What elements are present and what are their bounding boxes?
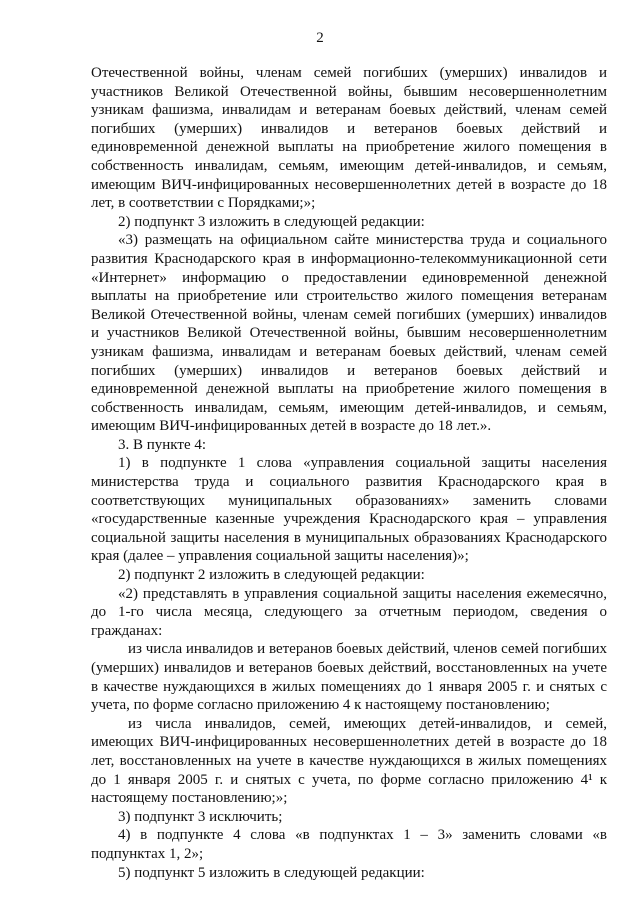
page-number: 2 [316, 30, 324, 46]
paragraph: 2) подпункт 3 изложить в следующей редакции: [118, 213, 425, 230]
paragraph: 1) в подпункте 1 слова «управления социальной защиты населения министерства труда и социального развития Краснодарского края в соответствующих муниципальных образованиях» заменить словами «государственные казенные учреждения Краснодарского края – управления социальной защиты населения в муниципальных образованиях Краснодарского края (далее – управления социальной защиты населения)»; [91, 455, 607, 565]
paragraph: 5) подпункт 5 изложить в следующей редакции: [118, 864, 425, 881]
paragraph: «3) размещать на официальном сайте министерства труда и социального развития Краснодарского края в информационно-телекоммуникационной сети «Интернет» информацию о предоставлении единовременной денежной выплаты на приобретение или строительство жилого помещения ветеранам Великой Отечественной войны, членам семей погибших (умерших) инвалидов и участников Великой Отечественной войны, бывшим несовершеннолетним узникам фашизма, инвалидам и ветеранам боевых действий, членам семей погибших (умерших) инвалидов и ветеранов боевых действий и единовременной денежной выплаты на приобретение жилого помещения в собственность инвалидам, семьям, имеющим детей-инвалидов, и семьям, имеющим ВИЧ-инфицированных детей в возрасте до 18 лет.». [91, 232, 607, 435]
paragraph: из числа инвалидов, семей, имеющих детей-инвалидов, и семей, имеющих ВИЧ-инфицированных несовершеннолетних детей в возрасте до 18 лет, восстановленных на учете в качестве нуждающихся в жилых помещениях до 1 января 2005 г. и снятых с учета, по форме согласно приложению 4¹ к настоящему постановлению;»; [91, 715, 607, 807]
document-body [91, 64, 607, 882]
paragraph: Отечественной войны, членам семей погибших (умерших) инвалидов и участников Великой Отечественной войны, бывшим несовершеннолетним узникам фашизма, инвалидам и ветеранам боевых действий, членам семей погибших (умерших) инвалидов и ветеранов боевых действий и единовременной денежной выплаты на приобретение жилого помещения в собственность инвалидам, семьям, имеющим детей-инвалидов, и семьям, имеющим ВИЧ-инфицированных несовершеннолетних детей в возрасте до 18 лет, в соответствии с Порядками;»; [91, 65, 607, 212]
paragraph: 4) в подпункте 4 слова «в подпунктах 1 – 3» заменить словами «в подпунктах 1, 2»; [91, 827, 607, 862]
paragraph: 3. В пункте 4: [118, 436, 207, 453]
paragraph: из числа инвалидов и ветеранов боевых действий, членов семей погибших (умерших) инвалидов и ветеранов боевых действий, восстановленных на учете в качестве нуждающихся в жилых помещениях до 1 января 2005 г. и снятых с учета, по форме согласно приложению 4 к настоящему постановлению; [91, 641, 607, 714]
paragraph: 3) подпункт 3 исключить; [118, 808, 283, 825]
paragraph: 2) подпункт 2 изложить в следующей редакции: [118, 567, 425, 584]
paragraph: «2) представлять в управления социальной защиты населения ежемесячно, до 1-го числа месяца, следующего за отчетным периодом, сведения о гражданах: [91, 585, 607, 639]
